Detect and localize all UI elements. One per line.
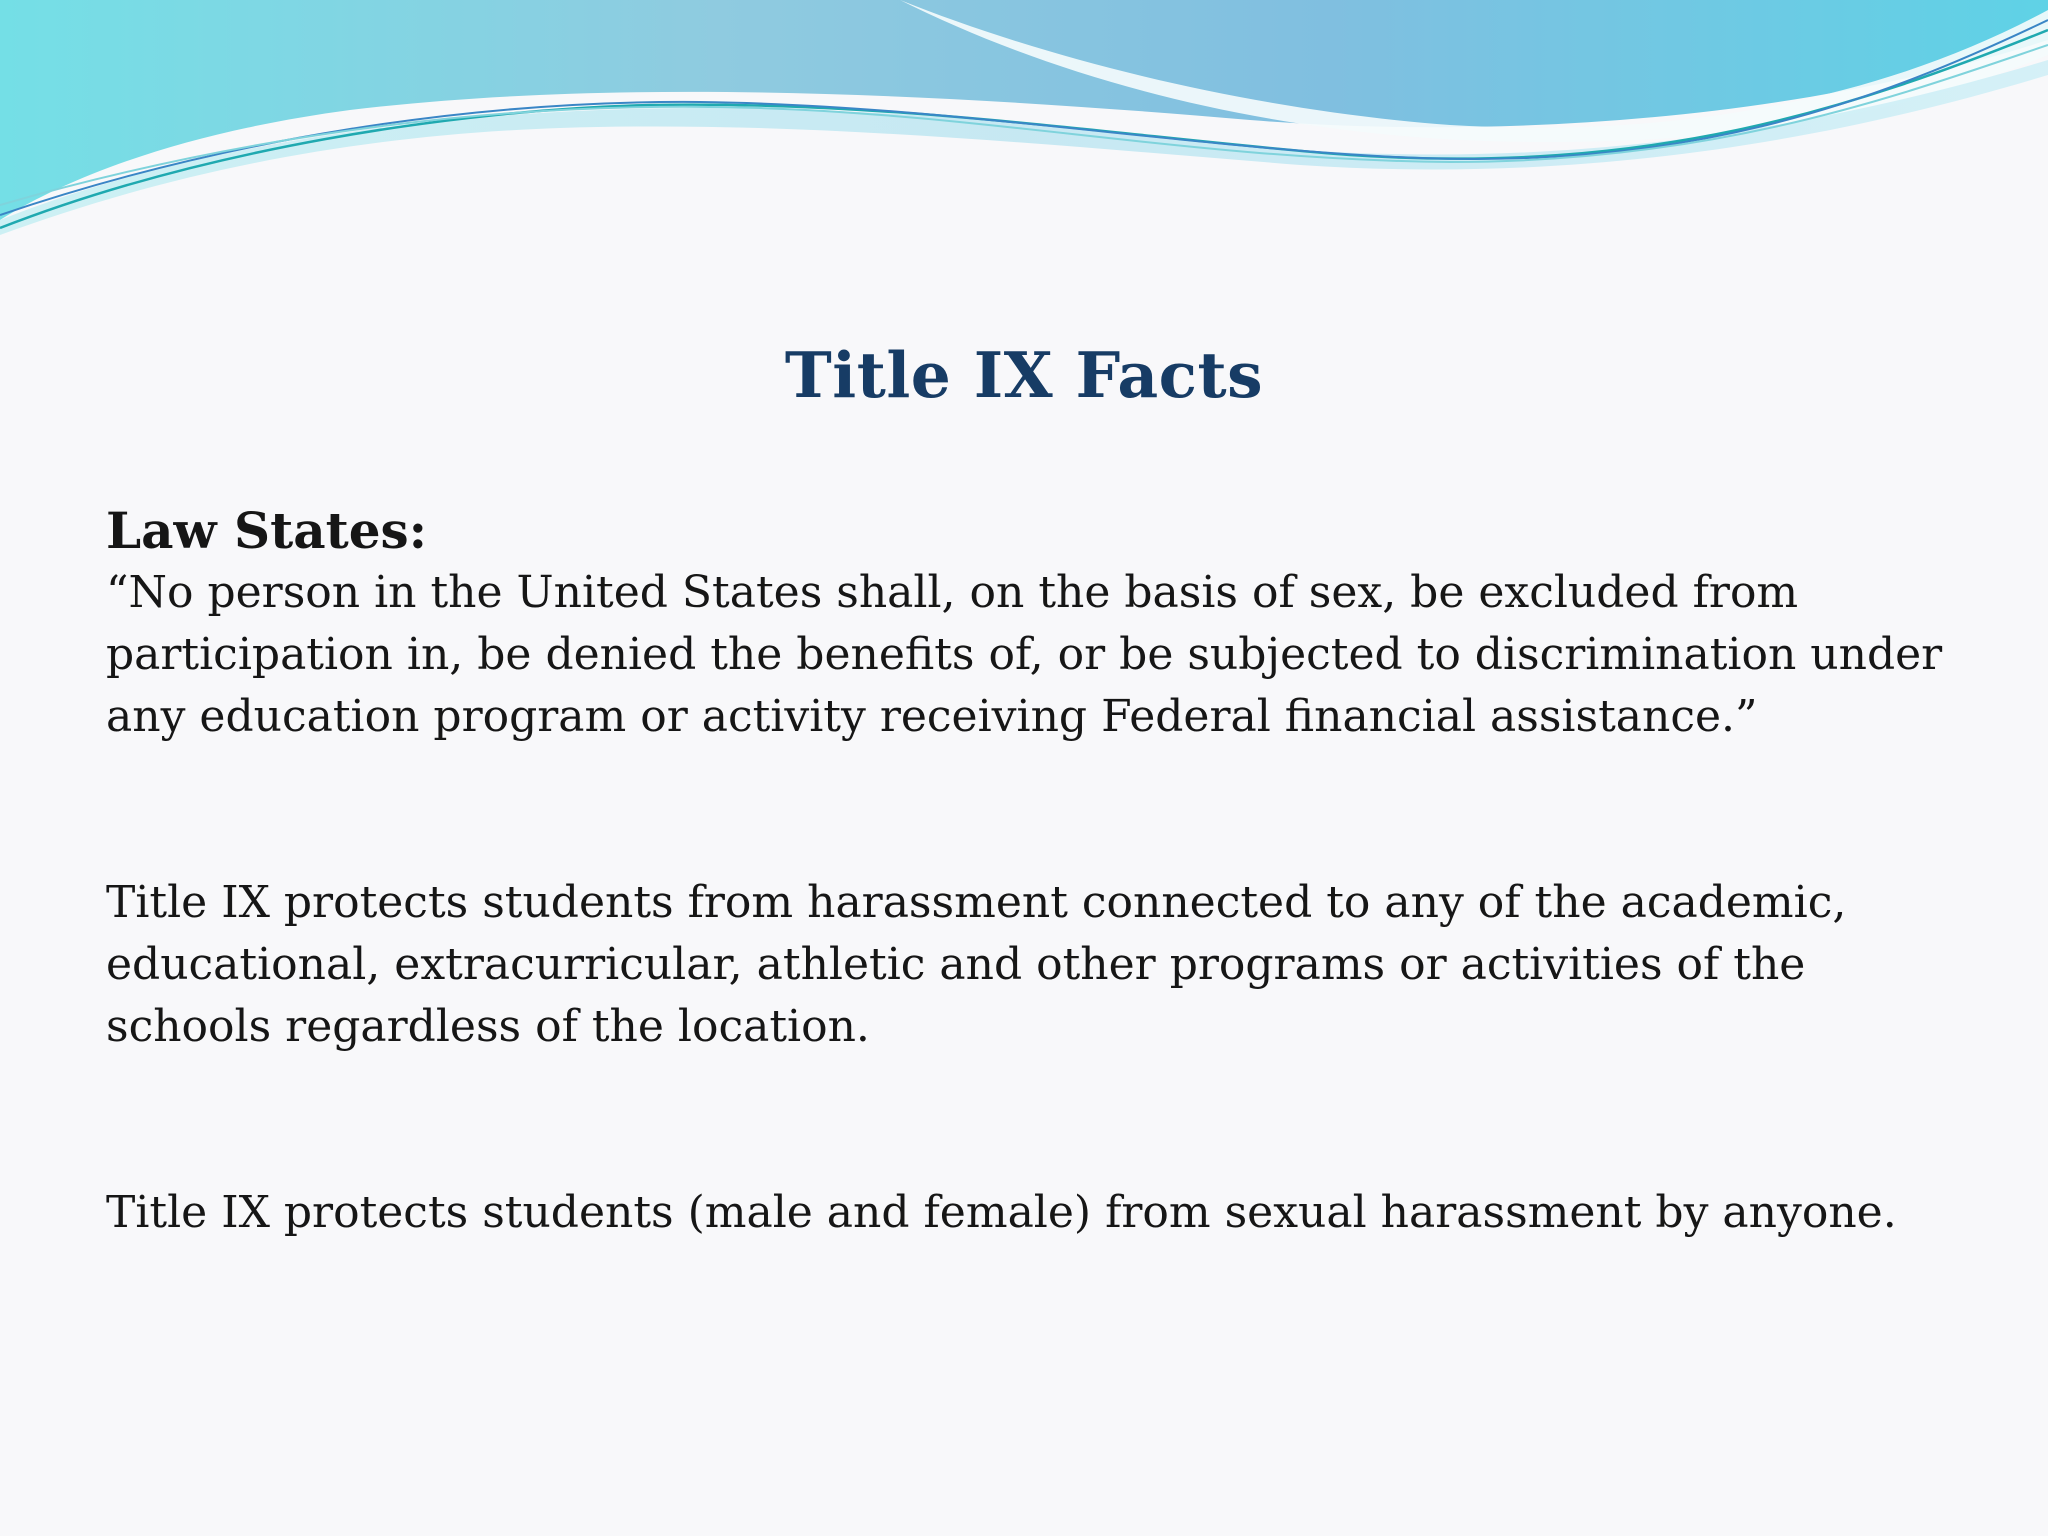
- slide-body: [106, 500, 1976, 1244]
- law-quote-paragraph: “No person in the United States shall, on the basis of sex, be excluded from participation in, be denied the benefits of, or be subjected to discrimination under any education program or activity receiving Federal financial assistance.”: [106, 567, 1943, 742]
- header-wave-decoration: [0, 0, 2048, 260]
- slide-title: Title IX Facts: [784, 338, 1264, 412]
- sexual-harassment-paragraph: Title IX protects students (male and female) from sexual harassment by anyone.: [106, 1187, 1897, 1238]
- paragraph-spacer: [106, 748, 1976, 872]
- harassment-scope-paragraph: Title IX protects students from harassment connected to any of the academic, educational, extracurricular, athletic and other programs or activities of the schools regardless of the location.: [106, 877, 1847, 1052]
- paragraph-spacer: [106, 1058, 1976, 1182]
- wave-band-main: [0, 0, 2048, 220]
- law-states-heading: Law States:: [106, 501, 428, 560]
